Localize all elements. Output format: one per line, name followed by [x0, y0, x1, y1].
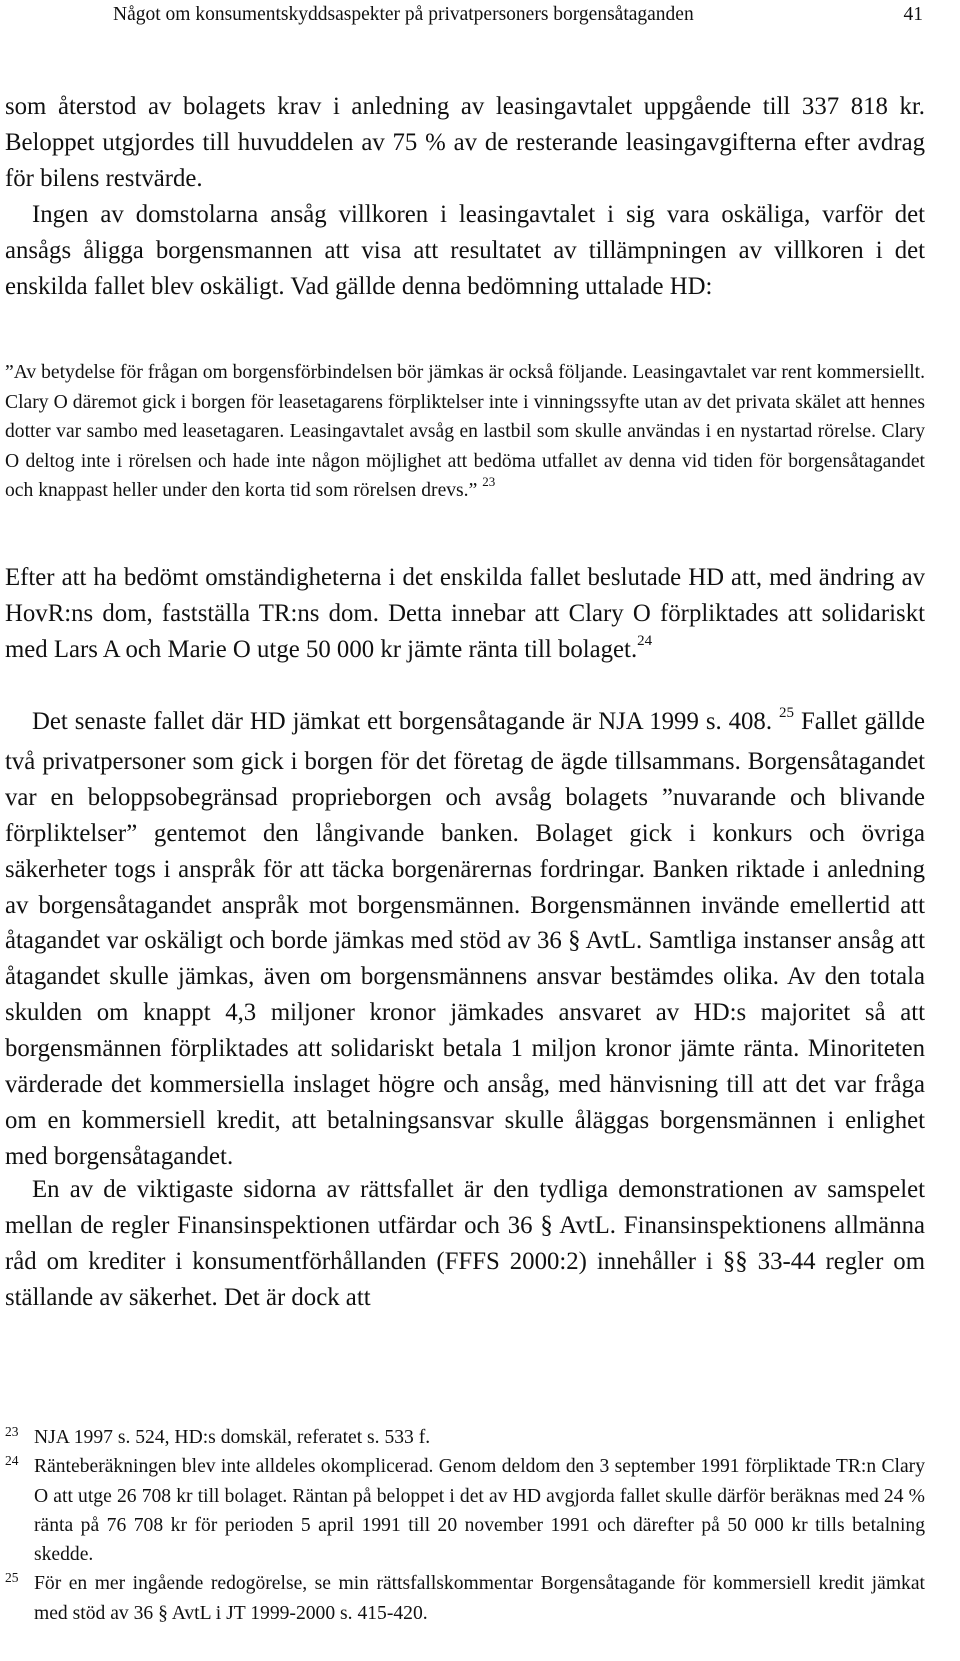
footnote-number: 23: [5, 1424, 19, 1439]
paragraph-3-text: Efter att ha bedömt omständigheterna i det enskilda fallet beslutade HD att, med ändring av HovR:ns dom, fastställa TR:ns dom. Detta innebar att Clary O förpliktades att solidariskt med Lars A och Marie O utge 50 000 kr jämte ränta till bolaget.: [5, 564, 925, 663]
footnote-text: För en mer ingående redogörelse, se min rättsfallskommentar Borgensåtagande för kommersiell kredit jämkat med stöd av 36 § AvtL i JT 1999-2000 s. 415-420.: [34, 1573, 925, 1624]
running-header: [113, 2, 923, 28]
paragraph-4-text-b: Fallet gällde två privatpersoner som gick i borgen för det företag de ägde tillsammans. Borgensåtagandet var en beloppsobegränsad proprieborgen och avsåg bolagets ”nuvarande och blivande förpliktelser” gentemot den långivande banken. Bolaget gick i konkurs och övriga säkerheter togs i anspråk för att täcka borgenärernas fordringar. Banken riktade i anledning av borgensåtagandet anspråk mot borgensmännen. Borgensmännen invände emellertid att åtagandet var oskäligt och borde jämkas med stöd av 36 § AvtL. Samtliga instanser ansåg att åtagandet skulle jämkas, även om borgensmännens ansvar bestämdes olika. Av den totala skulden om knappt 4,3 miljoner kronor jämkades ansvaret av HD:s majoritet så att borgensmännen förpliktades att solidariskt betala 1 miljon kronor jämte ränta. Minoriteten värderade det kommersiella inslaget högre och ansåg, med hänvisning till att det var fråga om en kommersiell kredit, att betalningsansvar skulle åläggas borgensmännen i enlighet med borgensåtagandet.: [5, 708, 925, 1170]
footnote-text: NJA 1997 s. 524, HD:s domskäl, referatet s. 533 f.: [34, 1427, 431, 1448]
paragraph-5: [5, 1172, 925, 1316]
paragraph-3: [5, 560, 925, 672]
paragraph-1-text: som återstod av bolagets krav i anledning av leasingavtalet uppgående till 337 818 kr. Beloppet utgjordes till huvuddelen av 75 % av de resterande leasingavgifterna efter avdrag för bilens restvärde.: [5, 93, 925, 192]
footnotes: [5, 1423, 925, 1628]
footnote-24: [5, 1452, 925, 1569]
footnote-number: 24: [5, 1453, 19, 1469]
paragraph-4-text-a: Det senaste fallet där HD jämkat ett borgensåtagande är NJA 1999 s. 408.: [32, 708, 773, 735]
footnote-25: [5, 1569, 925, 1628]
block-quote: [5, 358, 925, 507]
paragraph-1: [5, 89, 925, 197]
paragraph-2: [5, 197, 925, 305]
footnote-ref-23[interactable]: 23: [482, 474, 496, 489]
page-number: 41: [903, 4, 923, 25]
footnote-text: Ränteberäkningen blev inte alldeles okomplicerad. Genom deldom den 3 september 1991 förpliktade TR:n Clary O att utge 26 708 kr till bolaget. Räntan på beloppet i det av HD avgjorda fallet skulle därför beräknas med 24 % ränta på 76 708 kr för perioden 5 april 1991 till 20 november 1991 och därefter på 50 000 kr tills betalning skedde.: [34, 1456, 925, 1566]
footnote-ref-25[interactable]: 25: [779, 705, 794, 721]
paragraph-5-text: En av de viktigaste sidorna av rättsfallet är den tydliga demonstrationen av samspelet mellan de regler Finansinspektionen utfärdar och 36 § AvtL. Finansinspektionens allmänna råd om krediter i konsumentförhållanden (FFFS 2000:2) innehåller i §§ 33-44 regler om ställande av säkerhet. Det är dock att: [5, 1176, 925, 1311]
footnote-ref-24[interactable]: 24: [637, 632, 653, 649]
footnote-number: 25: [5, 1570, 19, 1586]
footnote-23: [5, 1423, 925, 1452]
block-quote-text: ”Av betydelse för frågan om borgensförbindelsen bör jämkas är också följande. Leasingavtalet var rent kommersiellt. Clary O däremot gick i borgen för leasetagarens förpliktelser inte i vinningssyfte utan av det privata skälet att hennes dotter var sambo med leasetagaren. Leasingavtalet avsåg en lastbil som skulle användas i en nystartad rörelse. Clary O deltog inte i rörelsen och hade inte någon möjlighet att bedöma utfallet av denna vid tiden för borgensåtagandet och knappast heller under den korta tid som rörelsen drevs.”: [5, 362, 925, 501]
paragraph-2-text: Ingen av domstolarna ansåg villkoren i leasingavtalet i sig vara oskäliga, varför det ansågs åligga borgensmannen att visa att resultatet av tillämpningen av villkoren i det enskilda fallet blev oskäligt. Vad gällde denna bedömning uttalade HD:: [5, 201, 925, 300]
paragraph-4: [5, 704, 925, 1175]
running-header-title: Något om konsumentskyddsaspekter på privatpersoners borgensåtaganden: [113, 4, 694, 25]
